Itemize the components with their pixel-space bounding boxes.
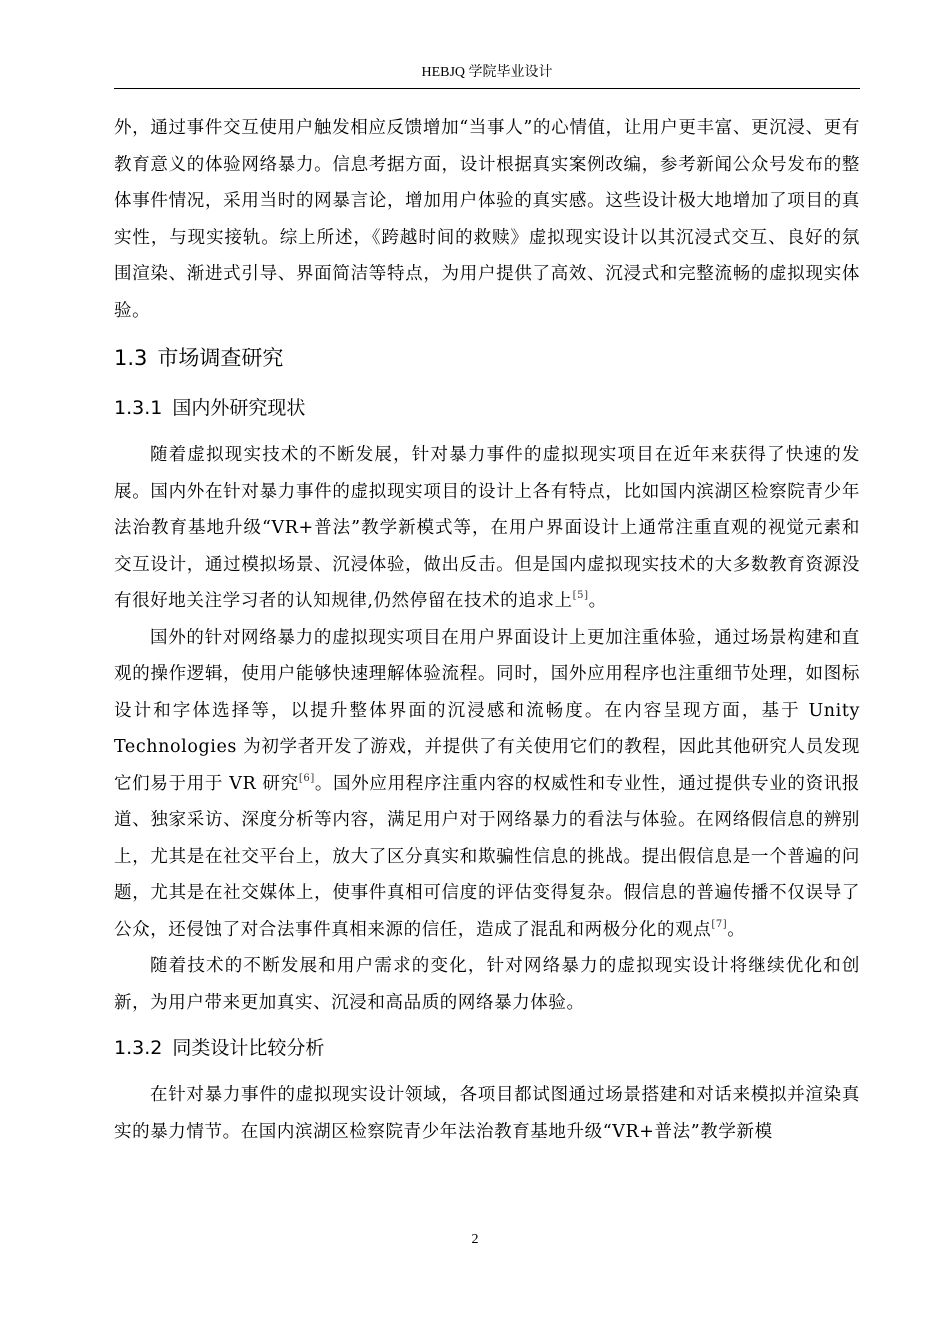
subsection-heading-1-3-1 xyxy=(114,393,860,423)
citation-ref-6: [6] xyxy=(298,772,315,784)
paragraph-end: 。 xyxy=(588,591,607,611)
paragraph-text: 随着虚拟现实技术的不断发展，针对暴力事件的虚拟现实项目在近年来获得了快速的发展。国内外在针对暴力事件的虚拟现实项目的设计上各有特点，比如国内滨湖区检察院青少年法治教育基地升级“VR+普法”教学新模式等，在用户界面设计上通常注重直观的视觉元素和交互设计，通过模拟场景、沉浸体验，做出反击。但是国内虚拟现实技术的大多数教育资源没有很好地关注学习者的认知规律,仍然停留在技术的追求上 xyxy=(114,445,860,611)
section-title: 市场调查研究 xyxy=(157,346,284,370)
subsection-heading-1-3-2 xyxy=(114,1033,860,1063)
subsection-title: 国内外研究现状 xyxy=(172,397,306,419)
paragraph-foreign-status xyxy=(114,620,860,949)
section-number: 1.3 xyxy=(114,346,148,370)
running-header: HEBJQ 学院毕业设计 xyxy=(421,65,553,80)
paragraph-text: 国外的针对网络暴力的虚拟现实项目在用户界面设计上更加注重体验，通过场景构建和直观的操作逻辑，使用户能够快速理解体验流程。同时，国外应用程序也注重细节处理，如图标设计和字体选择等，以提升整体界面的沉浸感和流畅度。在内容呈现方面，基于 Unity Technologies 为初学者开发了游戏，并提供了有关使用它们的教程，因此其他研究人员发现它们易于用于 VR 研究 xyxy=(114,627,860,794)
subsection-number: 1.3.1 xyxy=(114,397,163,419)
page-number: 2 xyxy=(471,1232,479,1247)
paragraph-text: 。国外应用程序注重内容的权威性和专业性，通过提供专业的资讯报道、独家采访、深度分析等内容，满足用户对于网络暴力的看法与体验。在网络假信息的辨别上，尤其是在社交平台上，放大了区分真实和欺骗性信息的挑战。提出假信息是一个普遍的问题，尤其是在社交媒体上，使事件真相可信度的评估变得复杂。假信息的普遍传播不仅误导了公众，还侵蚀了对合法事件真相来源的信任，造成了混乱和两极分化的观点 xyxy=(114,773,861,940)
subsection-number: 1.3.2 xyxy=(114,1037,163,1059)
header-rule xyxy=(114,88,860,89)
paragraph-continuation: 外，通过事件交互使用户触发相应反馈增加“当事人”的心情值，让用户更丰富、更沉浸、更有教育意义的体验网络暴力。信息考据方面，设计根据真实案例改编，参考新闻公众号发布的整体事件情况，采用当时的网暴言论，增加用户体验的真实感。这些设计极大地增加了项目的真实性，与现实接轨。综上所述，《跨越时间的救赎》虚拟现实设计以其沉浸式交互、良好的氛围渲染、渐进式引导、界面简洁等特点，为用户提供了高效、沉浸式和完整流畅的虚拟现实体验。 xyxy=(114,118,860,321)
paragraph-end: 。 xyxy=(727,919,746,940)
citation-ref-7: [7] xyxy=(711,918,728,930)
citation-ref-5: [5] xyxy=(572,590,589,601)
subsection-title: 同类设计比较分析 xyxy=(172,1037,325,1059)
section-heading-1-3 xyxy=(114,343,860,373)
paragraph-domestic-status xyxy=(114,437,860,620)
paragraph-comparison: 在针对暴力事件的虚拟现实设计领域，各项目都试图通过场景搭建和对话来模拟并渲染真实的暴力情节。在国内滨湖区检察院青少年法治教育基地升级“VR+普法”教学新模 xyxy=(114,1085,860,1142)
paragraph-outlook: 随着技术的不断发展和用户需求的变化，针对网络暴力的虚拟现实设计将继续优化和创新，为用户带来更加真实、沉浸和高品质的网络暴力体验。 xyxy=(114,956,860,1013)
page-body xyxy=(114,110,860,1150)
